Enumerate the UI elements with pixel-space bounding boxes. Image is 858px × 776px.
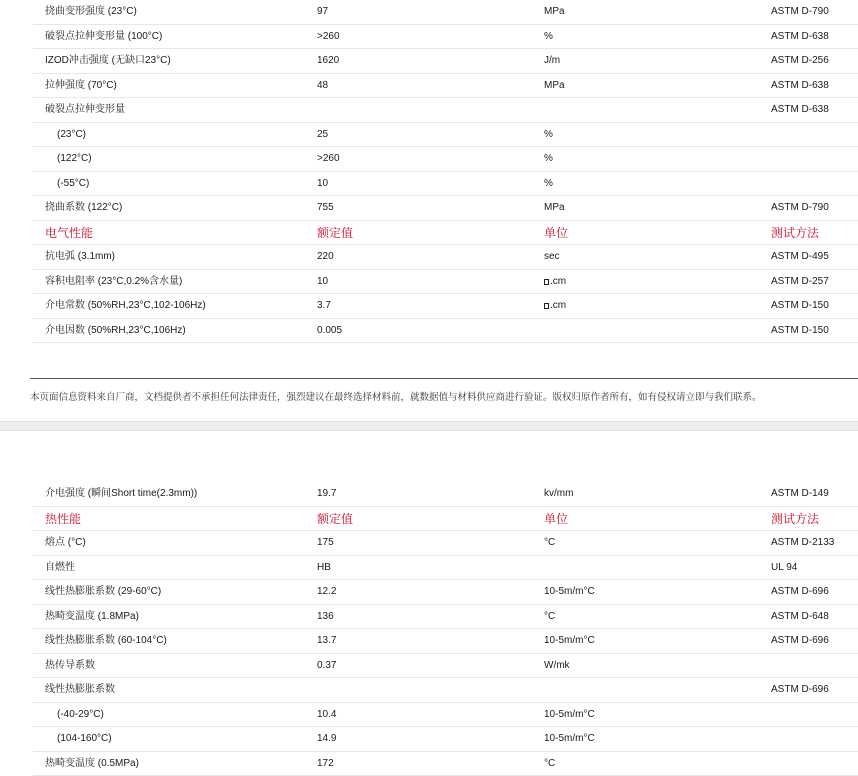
property-unit: 10-5m/m°C bbox=[544, 629, 595, 653]
header-unit: 单位 bbox=[544, 221, 568, 245]
ohm-glyph-icon bbox=[544, 279, 549, 285]
table-row bbox=[33, 531, 858, 556]
table-row bbox=[33, 196, 858, 221]
header-value: 额定值 bbox=[317, 221, 353, 245]
property-unit: W/mk bbox=[544, 654, 570, 678]
test-method: ASTM D-256 bbox=[771, 49, 829, 73]
property-name: 熔点 (°C) bbox=[45, 531, 86, 555]
property-value: 175 bbox=[317, 531, 334, 555]
property-value: 172 bbox=[317, 752, 334, 776]
table-row bbox=[33, 0, 858, 25]
property-name: 热传导系数 bbox=[45, 654, 95, 678]
property-value: 1620 bbox=[317, 49, 339, 73]
header-unit: 单位 bbox=[544, 507, 568, 531]
property-value: 755 bbox=[317, 196, 334, 220]
property-value: 19.7 bbox=[317, 482, 336, 506]
table-row bbox=[33, 752, 858, 776]
property-name: 自燃性 bbox=[45, 556, 75, 580]
property-unit: 10-5m/m°C bbox=[544, 703, 595, 727]
property-name: (23°C) bbox=[57, 123, 86, 147]
property-name: 线性热膨胀系数 (60-104°C) bbox=[45, 629, 167, 653]
property-value: 0.37 bbox=[317, 654, 336, 678]
table-row bbox=[33, 727, 858, 752]
property-name: 热畸变温度 (0.5MPa) bbox=[45, 752, 139, 776]
property-name: 挠曲系数 (122°C) bbox=[45, 196, 122, 220]
property-unit: 10-5m/m°C bbox=[544, 727, 595, 751]
property-value: >260 bbox=[317, 25, 340, 49]
property-value: HB bbox=[317, 556, 331, 580]
table-row bbox=[33, 270, 858, 295]
table-row bbox=[33, 98, 858, 123]
ohm-glyph-icon bbox=[544, 303, 549, 309]
test-method: ASTM D-638 bbox=[771, 74, 829, 98]
property-value: 220 bbox=[317, 245, 334, 269]
table-row bbox=[33, 580, 858, 605]
test-method: ASTM D-638 bbox=[771, 25, 829, 49]
test-method: ASTM D-648 bbox=[771, 605, 829, 629]
property-name: 破裂点拉伸变形量 (100°C) bbox=[45, 25, 162, 49]
header-property: 电气性能 bbox=[45, 221, 93, 245]
property-unit: MPa bbox=[544, 74, 565, 98]
property-value: 10 bbox=[317, 270, 328, 294]
test-method: ASTM D-2133 bbox=[771, 531, 834, 555]
property-name: 破裂点拉伸变形量 bbox=[45, 98, 125, 122]
properties-table-bottom bbox=[33, 482, 858, 776]
table-row bbox=[33, 25, 858, 50]
disclaimer-text: 本页面信息资料来自厂商，文档提供者不承担任何法律责任，强烈建议在最终选择材料前，就数据值与材料供应商进行验证。版权归原作者所有，如有侵权请立即与我们联系。 bbox=[30, 389, 762, 403]
property-value: 0.005 bbox=[317, 319, 342, 343]
property-name: 线性热膨胀系数 (29-60°C) bbox=[45, 580, 161, 604]
property-unit: °C bbox=[544, 605, 555, 629]
property-value: 25 bbox=[317, 123, 328, 147]
property-unit: .cm bbox=[550, 300, 566, 311]
property-name: 拉伸强度 (70°C) bbox=[45, 74, 117, 98]
property-name: (104-160°C) bbox=[57, 727, 112, 751]
property-unit: % bbox=[544, 147, 553, 171]
table-row bbox=[33, 629, 858, 654]
property-unit: sec bbox=[544, 245, 560, 269]
property-value: 3.7 bbox=[317, 294, 331, 318]
test-method: ASTM D-790 bbox=[771, 196, 829, 220]
page-break-band bbox=[0, 421, 858, 431]
section-header-electrical bbox=[33, 221, 858, 246]
table-row bbox=[33, 319, 858, 344]
table-row bbox=[33, 482, 858, 507]
test-method: ASTM D-150 bbox=[771, 319, 829, 343]
table-row bbox=[33, 49, 858, 74]
property-value: 10 bbox=[317, 172, 328, 196]
property-name: 热畸变温度 (1.8MPa) bbox=[45, 605, 139, 629]
property-value: 97 bbox=[317, 0, 328, 24]
test-method: ASTM D-696 bbox=[771, 580, 829, 604]
header-method: 测试方法 bbox=[771, 221, 819, 245]
property-unit: % bbox=[544, 172, 553, 196]
table-row bbox=[33, 294, 858, 319]
test-method: ASTM D-790 bbox=[771, 0, 829, 24]
property-unit-cell bbox=[544, 294, 566, 318]
property-name: 线性热膨胀系数 bbox=[45, 678, 115, 702]
property-value: 10.4 bbox=[317, 703, 336, 727]
property-name: (122°C) bbox=[57, 147, 92, 171]
property-unit: % bbox=[544, 25, 553, 49]
property-name: IZOD冲击强度 (无缺口23°C) bbox=[45, 49, 171, 73]
test-method: ASTM D-696 bbox=[771, 678, 829, 702]
test-method: ASTM D-638 bbox=[771, 98, 829, 122]
table-row bbox=[33, 605, 858, 630]
test-method: ASTM D-495 bbox=[771, 245, 829, 269]
table-row bbox=[33, 172, 858, 197]
property-unit-cell bbox=[544, 270, 566, 294]
property-name: 挠曲变形强度 (23°C) bbox=[45, 0, 137, 24]
property-name: (-40-29°C) bbox=[57, 703, 104, 727]
property-value: 13.7 bbox=[317, 629, 336, 653]
property-name: 介电常数 (50%RH,23°C,102-106Hz) bbox=[45, 294, 206, 318]
property-unit: % bbox=[544, 123, 553, 147]
property-unit: .cm bbox=[550, 276, 566, 287]
table-row bbox=[33, 123, 858, 148]
table-row bbox=[33, 147, 858, 172]
property-unit: MPa bbox=[544, 196, 565, 220]
property-value: 48 bbox=[317, 74, 328, 98]
header-value: 额定值 bbox=[317, 507, 353, 531]
property-name: 介电因数 (50%RH,23°C,106Hz) bbox=[45, 319, 186, 343]
property-unit: J/m bbox=[544, 49, 560, 73]
table-row bbox=[33, 245, 858, 270]
test-method: ASTM D-696 bbox=[771, 629, 829, 653]
property-unit: °C bbox=[544, 752, 555, 776]
property-value: 136 bbox=[317, 605, 334, 629]
test-method: ASTM D-149 bbox=[771, 482, 829, 506]
section-divider bbox=[30, 378, 858, 379]
table-row bbox=[33, 703, 858, 728]
property-name: 介电强度 (瞬间Short time(2.3mm)) bbox=[45, 482, 197, 506]
property-name: 容积电阻率 (23°C,0.2%含水量) bbox=[45, 270, 182, 294]
properties-table-top bbox=[33, 0, 858, 343]
property-unit: °C bbox=[544, 531, 555, 555]
property-unit: MPa bbox=[544, 0, 565, 24]
property-unit: 10-5m/m°C bbox=[544, 580, 595, 604]
table-row bbox=[33, 74, 858, 99]
property-value: >260 bbox=[317, 147, 340, 171]
table-row bbox=[33, 678, 858, 703]
test-method: ASTM D-257 bbox=[771, 270, 829, 294]
property-value: 12.2 bbox=[317, 580, 336, 604]
section-header-thermal bbox=[33, 507, 858, 532]
property-value: 14.9 bbox=[317, 727, 336, 751]
header-method: 测试方法 bbox=[771, 507, 819, 531]
property-name: (-55°C) bbox=[57, 172, 89, 196]
header-property: 热性能 bbox=[45, 507, 81, 531]
table-row bbox=[33, 654, 858, 679]
test-method: UL 94 bbox=[771, 556, 797, 580]
property-unit: kv/mm bbox=[544, 482, 573, 506]
test-method: ASTM D-150 bbox=[771, 294, 829, 318]
table-row bbox=[33, 556, 858, 581]
property-name: 抗电弧 (3.1mm) bbox=[45, 245, 115, 269]
